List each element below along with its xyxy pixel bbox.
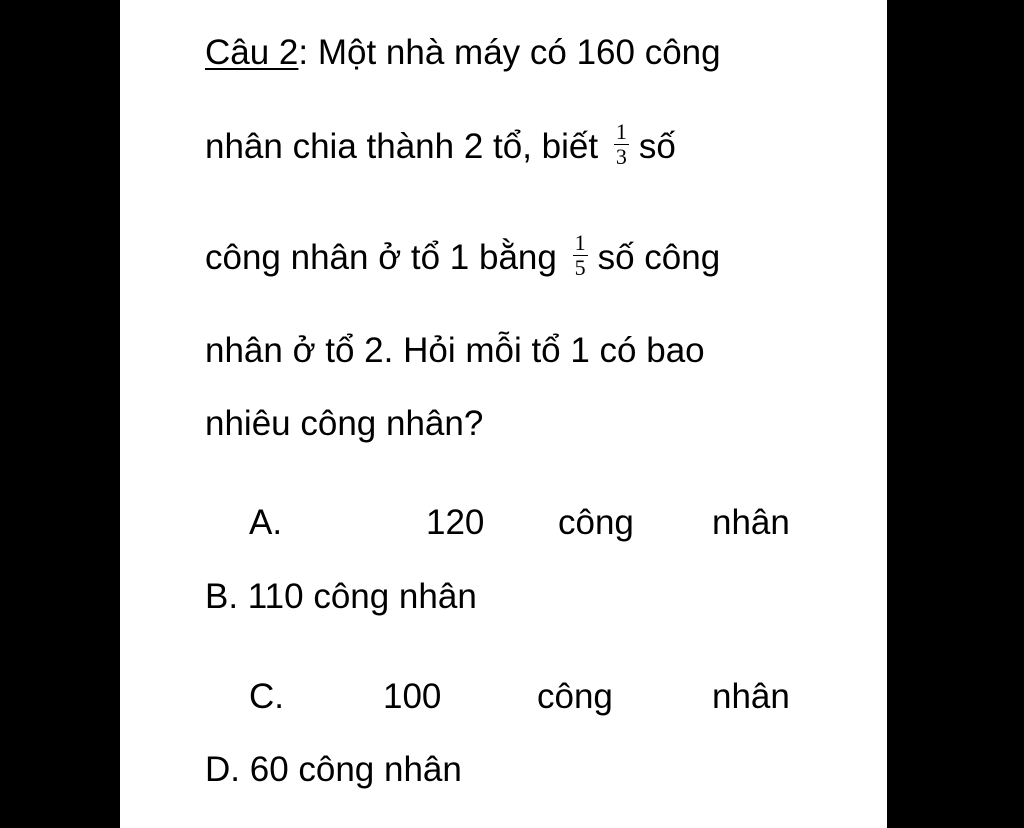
fraction-denominator: 5 xyxy=(574,255,586,280)
option-b: B. 110 công nhân xyxy=(205,577,477,616)
option-c-letter: C. xyxy=(249,677,284,716)
question-line-5: nhiêu công nhân? xyxy=(205,404,484,443)
fraction-numerator: 1 xyxy=(615,119,627,144)
question-line-1-text: : Một nhà máy có 160 công xyxy=(298,33,721,72)
option-a-word-1: công xyxy=(558,503,634,542)
option-d: D. 60 công nhân xyxy=(205,750,462,789)
question-line-3-tail: số công xyxy=(597,237,721,277)
option-a-word-2: nhân xyxy=(712,503,790,542)
fraction-numerator: 1 xyxy=(574,230,586,255)
option-c-number: 100 xyxy=(383,677,442,716)
option-c-word-2: nhân xyxy=(712,677,790,716)
question-label: Câu 2 xyxy=(205,33,299,72)
question-line-3 xyxy=(205,230,721,284)
question-line-2-tail: số xyxy=(638,126,676,166)
question-line-2 xyxy=(205,119,676,173)
question-line-2-text: nhân chia thành 2 tổ, biết xyxy=(205,126,599,166)
fraction-denominator: 3 xyxy=(615,144,627,169)
question-line-4: nhân ở tổ 2. Hỏi mỗi tổ 1 có bao xyxy=(205,331,705,370)
question-line-1 xyxy=(205,33,721,73)
option-c-word-1: công xyxy=(537,677,613,716)
question-line-3-text: công nhân ở tổ 1 bằng xyxy=(205,237,557,277)
fraction-one-fifth xyxy=(573,231,588,280)
option-a-number: 120 xyxy=(426,503,485,542)
option-a-letter: A. xyxy=(249,503,283,542)
fraction-one-third xyxy=(614,120,629,169)
